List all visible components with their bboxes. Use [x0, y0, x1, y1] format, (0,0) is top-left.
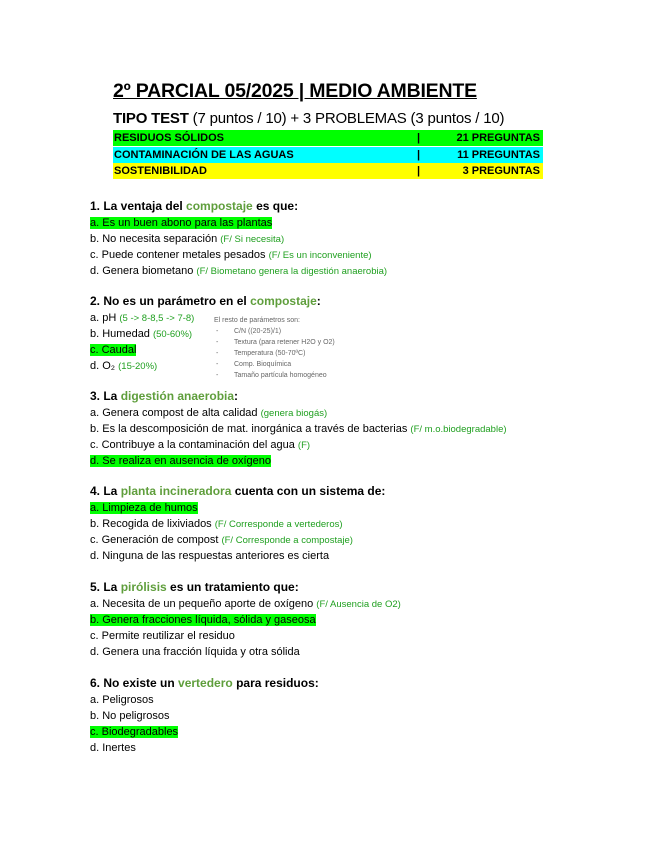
parameter-item: - Temperatura (50-70ºC) [214, 348, 335, 359]
page-subtitle [113, 110, 504, 127]
option-note: (F/ Biometano genera la digestión anaerobia) [196, 266, 388, 277]
question-4 [90, 483, 560, 564]
topic-name: RESIDUOS SÓLIDOS [114, 132, 225, 144]
option-d: d. O₂ (15-20%) [90, 360, 158, 372]
topic-separator: | [417, 165, 421, 177]
compost-parameters-note [214, 315, 335, 381]
option-d: d. Genera biometano (F/ Biometano genera la digestión anaerobia) [90, 265, 388, 277]
correct-answer-highlight: d. Se realiza en ausencia de oxígeno [90, 455, 272, 467]
option-d: d. Ninguna de las respuestas anteriores es cierta [90, 550, 330, 562]
correct-answer-highlight: c. Caudal [90, 344, 137, 356]
parameter-item: - Comp. Bioquímica [214, 359, 335, 370]
parameter-item: - Textura (para retener H2O y O2) [214, 337, 335, 348]
option-b: b. Humedad (50-60%) [90, 328, 193, 340]
correct-answer-highlight: c. Biodegradables [90, 726, 179, 738]
question-3 [90, 388, 560, 469]
question-5 [90, 579, 560, 660]
option-b: b. No necesita separación (F/ Si necesita) [90, 233, 285, 245]
topic-count: 11 PREGUNTAS [457, 149, 540, 161]
question-keyword: pirólisis [120, 580, 167, 594]
question-title: 3. La digestión anaerobia: [90, 389, 239, 403]
topic-count: 3 PREGUNTAS [462, 165, 540, 177]
option-b: b. No peligrosos [90, 710, 170, 722]
option-note: (50-60%) [152, 329, 193, 340]
option-note: (5 -> 8-8,5 -> 7-8) [119, 313, 195, 324]
option-note: (F/ Es un inconveniente) [268, 250, 372, 261]
parameters-list [214, 326, 335, 381]
topic-name: CONTAMINACIÓN DE LAS AGUAS [114, 149, 294, 161]
option-a: a. Genera compost de alta calidad (genera biogás) [90, 407, 328, 419]
option-b: b. Es la descomposición de mat. inorgánica a través de bacterias (F/ m.o.biodegradable) [90, 423, 507, 435]
option-note: (F/ Corresponde a compostaje) [221, 535, 353, 546]
option-note: (F) [297, 440, 311, 451]
topic-separator: | [417, 132, 421, 144]
correct-answer-highlight: b. Genera fracciones líquida, sólida y gaseosa [90, 614, 316, 626]
topic-band-residuos [113, 130, 543, 146]
subtitle-points: (7 puntos / 10) + 3 PROBLEMAS (3 puntos / 10) [188, 110, 505, 127]
option-c: c. Generación de compost (F/ Corresponde a compostaje) [90, 534, 353, 546]
question-title: 2. No es un parámetro en el compostaje: [90, 294, 321, 308]
topic-count: 21 PREGUNTAS [456, 132, 540, 144]
question-title: 4. La planta incineradora cuenta con un sistema de: [90, 484, 386, 498]
topic-band-sostenibilidad [113, 163, 543, 179]
option-c [90, 724, 560, 740]
option-note: (genera biogás) [260, 408, 328, 419]
option-note: (F/ Ausencia de O2) [316, 599, 401, 610]
option-c: c. Permite reutilizar el residuo [90, 630, 235, 642]
question-title: 5. La pirólisis es un tratamiento que: [90, 580, 299, 594]
question-title: 6. No existe un vertedero para residuos: [90, 676, 319, 690]
option-note: (15-20%) [118, 361, 158, 372]
parameter-item: - Tamaño partícula homogéneo [214, 370, 335, 381]
option-a [90, 215, 560, 231]
option-a: a. pH (5 -> 8-8,5 -> 7-8) [90, 312, 195, 324]
question-keyword: vertedero [178, 676, 233, 690]
topic-name: SOSTENIBILIDAD [114, 165, 207, 177]
question-keyword: compostaje [250, 294, 317, 308]
option-a: a. Necesita de un pequeño aporte de oxígeno (F/ Ausencia de O2) [90, 598, 401, 610]
page-title: 2º PARCIAL 05/2025 | MEDIO AMBIENTE [113, 80, 477, 102]
parameters-heading: El resto de parámetros son: [214, 317, 300, 324]
option-a [90, 500, 560, 516]
question-1 [90, 198, 560, 279]
question-keyword: compostaje [186, 199, 253, 213]
correct-answer-highlight: a. Es un buen abono para las plantas [90, 217, 273, 229]
option-note: (F/ Corresponde a vertederos) [214, 519, 343, 530]
option-a: a. Peligrosos [90, 694, 154, 706]
question-keyword: planta incineradora [120, 484, 232, 498]
topic-band-aguas [113, 147, 543, 163]
option-c: c. Contribuye a la contaminación del agua (F) [90, 439, 311, 451]
question-keyword: digestión anaerobia [120, 389, 235, 403]
option-d: d. Inertes [90, 742, 136, 754]
option-note: (F/ m.o.biodegradable) [410, 424, 507, 435]
option-d: d. Genera una fracción líquida y otra sólida [90, 646, 300, 658]
subtitle-test-label: TIPO TEST [113, 110, 189, 127]
option-c: c. Puede contener metales pesados (F/ Es un inconveniente) [90, 249, 372, 261]
topic-separator: | [417, 149, 421, 161]
option-d [90, 453, 560, 469]
parameter-item: - C/N ((20-25)/1) [214, 326, 335, 337]
correct-answer-highlight: a. Limpieza de humos [90, 502, 198, 514]
question-title: 1. La ventaja del compostaje es que: [90, 199, 299, 213]
option-note: (F/ Si necesita) [220, 234, 285, 245]
question-6 [90, 675, 560, 756]
option-b [90, 612, 560, 628]
option-b: b. Recogida de lixiviados (F/ Corresponde a vertederos) [90, 518, 343, 530]
